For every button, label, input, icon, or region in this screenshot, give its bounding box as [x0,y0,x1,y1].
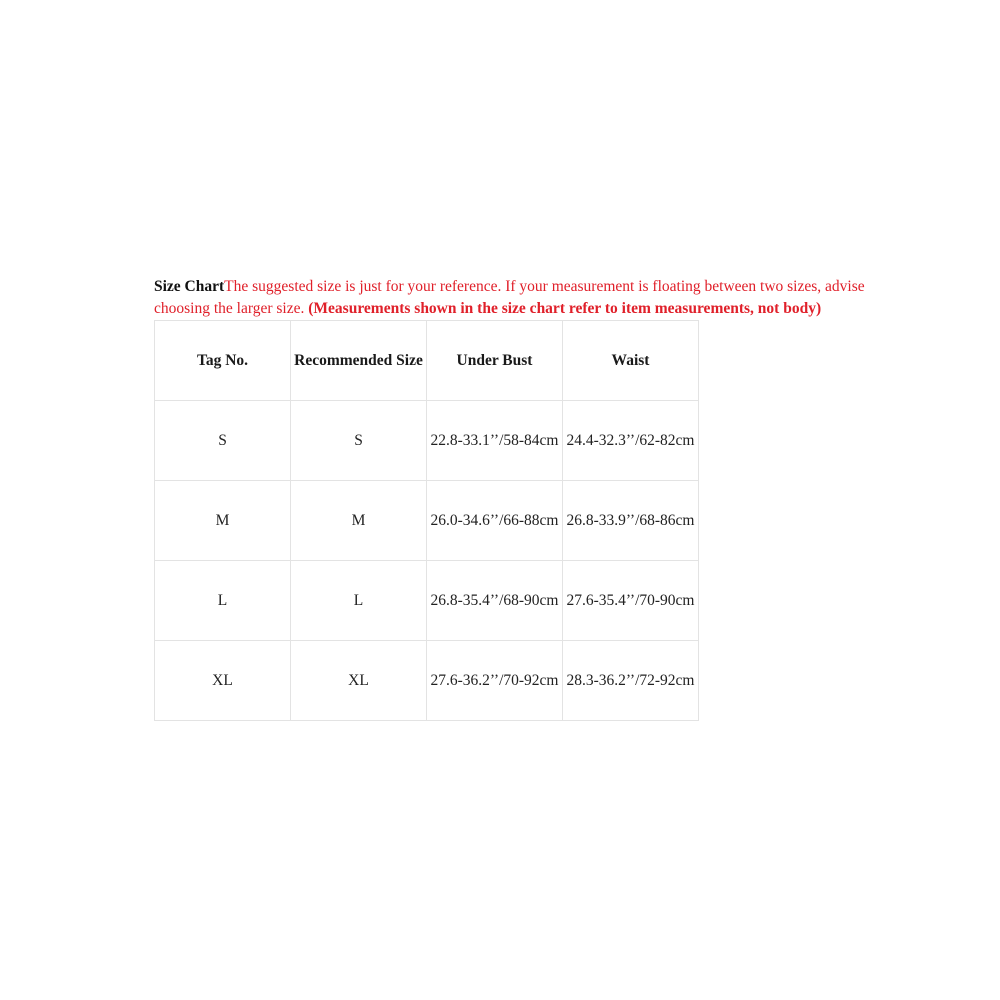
cell-under-bust: 26.8-35.4’’/68-90cm [427,561,563,641]
size-chart-section [154,276,874,721]
table-row [155,641,699,721]
cell-recommended-size: S [291,401,427,481]
cell-recommended-size: XL [291,641,427,721]
cell-under-bust: 22.8-33.1’’/58-84cm [427,401,563,481]
column-header-waist: Waist [563,321,699,401]
cell-tag-no: S [155,401,291,481]
size-chart-advice: The suggested size is just for your reference. If your measurement is floating between two sizes, advise choosing the larger size. [154,278,865,317]
cell-waist: 27.6-35.4’’/70-90cm [563,561,699,641]
column-header-recommended-size: Recommended Size [291,321,427,401]
table-row [155,481,699,561]
table-header-row [155,321,699,401]
cell-waist: 24.4-32.3’’/62-82cm [563,401,699,481]
cell-tag-no: L [155,561,291,641]
table-row [155,561,699,641]
cell-tag-no: XL [155,641,291,721]
size-chart-label: Size Chart [154,278,225,295]
cell-under-bust: 26.0-34.6’’/66-88cm [427,481,563,561]
cell-under-bust: 27.6-36.2’’/70-92cm [427,641,563,721]
cell-recommended-size: M [291,481,427,561]
cell-tag-no: M [155,481,291,561]
cell-waist: 28.3-36.2’’/72-92cm [563,641,699,721]
column-header-under-bust: Under Bust [427,321,563,401]
cell-waist: 26.8-33.9’’/68-86cm [563,481,699,561]
size-chart-intro [154,276,874,320]
size-table [154,320,699,721]
table-row [155,401,699,481]
column-header-tag-no: Tag No. [155,321,291,401]
size-chart-note: (Measurements shown in the size chart refer to item measurements, not body) [308,300,822,317]
cell-recommended-size: L [291,561,427,641]
